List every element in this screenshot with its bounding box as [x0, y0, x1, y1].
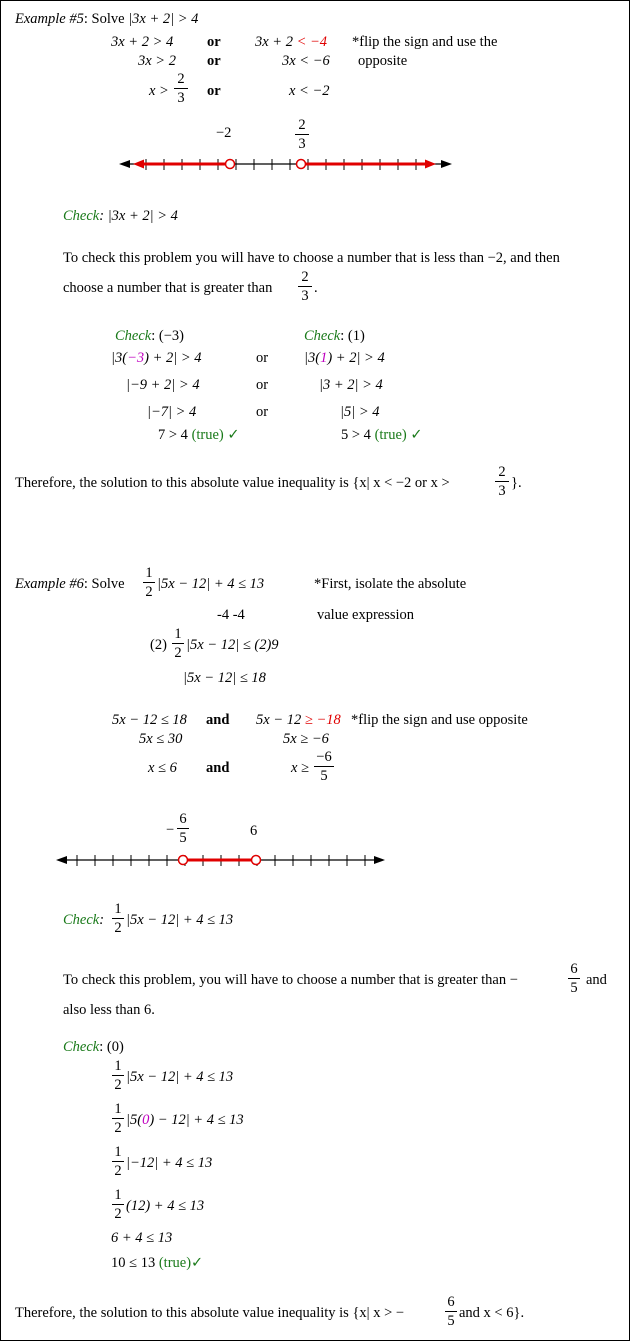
ex5-note-line2: opposite: [358, 53, 408, 69]
ex5-mid-or-2: or: [256, 377, 269, 393]
ex6-number-line: [56, 855, 385, 866]
ex5-step2-right: 3x < −6: [282, 53, 330, 69]
ex6-numberline-label-right: 6: [250, 823, 258, 839]
ex6-check-line: Check:: [63, 912, 105, 928]
ex6-c2-fraction: 1 2: [111, 1102, 125, 1135]
ex5-step3-or: or: [207, 83, 221, 99]
ex6-step1-and: and: [206, 712, 230, 728]
ex5-left-check-head: Check: (−3): [115, 328, 184, 344]
ex6-isolated: |5x − 12| ≤ 18: [183, 670, 266, 686]
ex6-step3-right: x ≥: [291, 760, 310, 776]
ex5-numberline-label-right: 2 3: [294, 118, 310, 151]
ex6-step1-note: *flip the sign and use opposite: [351, 712, 528, 728]
ex5-note-line1: *flip the sign and use the: [352, 34, 498, 50]
ex6-check-expr: |5x − 12| + 4 ≤ 13: [126, 912, 234, 928]
ex6-check-row1: |5x − 12| + 4 ≤ 13: [126, 1069, 234, 1085]
ex6-check-row3: |−12| + 4 ≤ 13: [126, 1155, 213, 1171]
ex6-open-point-left: [179, 856, 188, 865]
ex5-check-instructions-1: To check this problem you will have to choose a number that is less than −2, and then: [63, 250, 560, 266]
ex6-note-line2: value expression: [317, 607, 415, 623]
ex6-half-fraction: 1 2: [142, 566, 156, 599]
ex6-c1-fraction: 1 2: [111, 1059, 125, 1092]
ex6-step3-and: and: [206, 760, 230, 776]
ex6-conclusion-fraction: 6 5: [444, 1295, 458, 1328]
ex6-step1-right: 5x − 12 ≥ −18: [256, 712, 341, 728]
ex6-multiply-prefix: (2): [150, 637, 167, 653]
ex6-open-point-right: [252, 856, 261, 865]
ex5-check-instructions-fraction: 2 3: [297, 270, 313, 303]
ex6-numberline-label-left-sign: −: [166, 822, 175, 838]
ex5-conclusion: Therefore, the solution to this absolute value inequality is {x| x < −2 or x >: [15, 475, 450, 491]
ex5-open-point-left: [226, 160, 235, 169]
ex5-number-line: [119, 159, 452, 170]
ex6-step1-left: 5x − 12 ≤ 18: [112, 712, 187, 728]
ex5-left-check-row2: |−9 + 2| > 4: [126, 377, 200, 393]
ex6-check-row6: 10 ≤ 13 (true)✓: [111, 1255, 204, 1271]
ex5-left-check-row3: |−7| > 4: [147, 404, 197, 420]
ex5-step2-left: 3x > 2: [138, 53, 176, 69]
ex5-left-check-row4: 7 > 4 (true) ✓: [158, 427, 240, 443]
ex5-step3-right: x < −2: [289, 83, 330, 99]
ex6-problem: |5x − 12| + 4 ≤ 13: [157, 576, 265, 592]
ex6-check-instructions-1: To check this problem, you will have to choose a number that is greater than −: [63, 972, 518, 988]
ex5-mid-or-1: or: [256, 350, 269, 366]
ex5-period: .: [314, 280, 318, 296]
ex6-check-fraction: 1 2: [111, 902, 125, 935]
ex5-right-check-row2: |3 + 2| > 4: [319, 377, 383, 393]
ex5-step3-fraction: 2 3: [173, 72, 189, 105]
ex5-conclusion-fraction: 2 3: [494, 465, 510, 498]
ex6-check-head: Check: (0): [63, 1039, 124, 1055]
ex6-note-line1: *First, isolate the absolute: [314, 576, 467, 592]
ex5-right-check-row3: |5| > 4: [340, 404, 380, 420]
example-5-heading: Example #5: Solve |3x + 2| > 4: [15, 11, 199, 27]
ex5-check-instructions-2: choose a number that is greater than: [63, 280, 273, 296]
ex6-conclusion: Therefore, the solution to this absolute value inequality is {x| x > −: [15, 1305, 405, 1321]
ex5-mid-or-3: or: [256, 404, 269, 420]
ex5-right-check-row1: |3(1) + 2| > 4: [304, 350, 385, 366]
example-6-heading: Example #6: Solve: [15, 576, 125, 592]
ex6-step2-left: 5x ≤ 30: [139, 731, 183, 747]
ex6-numberline-label-left: 6 5: [176, 812, 190, 845]
ex6-multiply-fraction: 1 2: [171, 627, 185, 660]
ex6-subtract-step: -4 -4: [217, 607, 245, 623]
ex5-open-point-right: [297, 160, 306, 169]
ex6-check-instructions-fraction: 6 5: [567, 962, 581, 995]
ex6-step2-right: 5x ≥ −6: [283, 731, 329, 747]
ex5-right-check-row4: 5 > 4 (true) ✓: [341, 427, 423, 443]
ex5-left-check-row1: |3(−3) + 2| > 4: [111, 350, 202, 366]
ex5-step1-or: or: [207, 34, 221, 50]
ex6-step3-fraction: −6 5: [313, 750, 335, 783]
ex5-right-check-head: Check: (1): [304, 328, 365, 344]
ex6-check-instructions-2: also less than 6.: [63, 1002, 155, 1018]
ex6-multiply-step: |5x − 12| ≤ (2)9: [186, 637, 279, 653]
ex5-step1-right: 3x + 2 < −4: [255, 34, 328, 50]
ex6-check-instructions-and: and: [586, 972, 607, 988]
ex5-step3-left: x >: [149, 83, 169, 99]
ex6-check-row5: 6 + 4 ≤ 13: [111, 1230, 173, 1246]
ex6-check-row4: (12) + 4 ≤ 13: [126, 1198, 205, 1214]
ex6-c4-fraction: 1 2: [111, 1188, 125, 1221]
ex6-check-row2: |5(0) − 12| + 4 ≤ 13: [126, 1112, 244, 1128]
ex6-step3-left: x ≤ 6: [148, 760, 177, 776]
ex5-check-line: Check: |3x + 2| > 4: [63, 208, 178, 224]
ex6-conclusion-end: and x < 6}.: [459, 1305, 525, 1321]
ex5-conclusion-end: }.: [511, 475, 522, 491]
ex5-step2-or: or: [207, 53, 221, 69]
ex6-c3-fraction: 1 2: [111, 1145, 125, 1178]
ex5-numberline-label-left: −2: [216, 125, 232, 141]
ex5-step1-left: 3x + 2 > 4: [111, 34, 174, 50]
